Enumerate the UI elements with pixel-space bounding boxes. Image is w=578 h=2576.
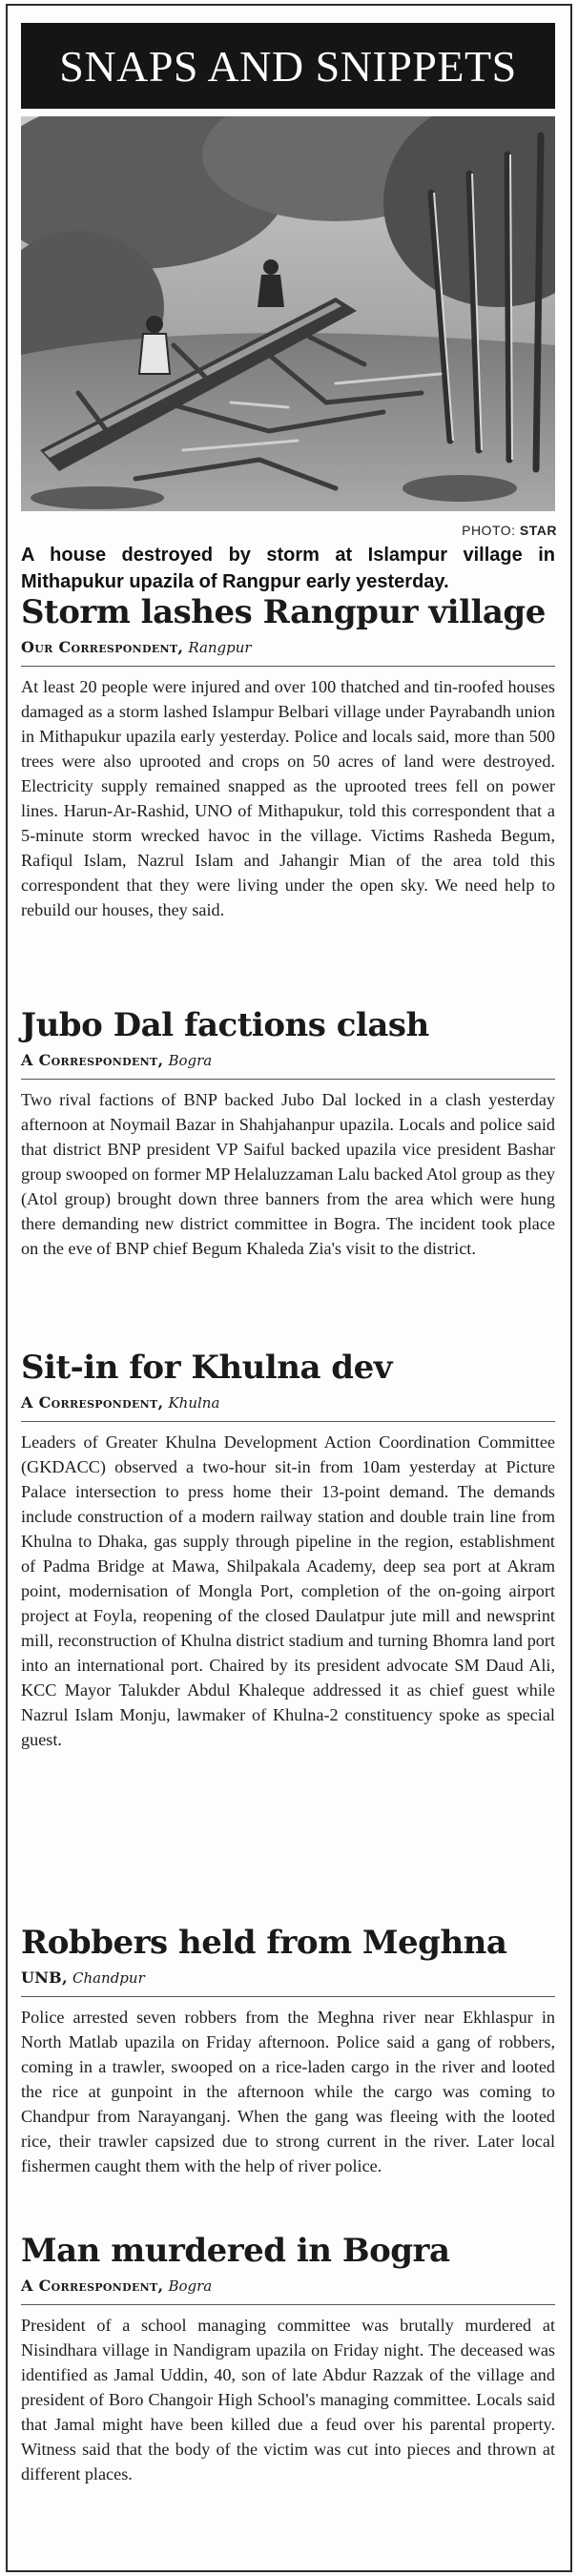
story-headline: Robbers held from Meghna (21, 1924, 507, 1962)
byline-source: A Correspondent, (21, 1051, 164, 1069)
story-body: Police arrested seven robbers from the Meghna river near Ekhlaspur in North Matlab upazila on Friday afternoon. Police said a gang of robbers, coming in a trawler, swooped on a rice-laden cargo in the river and looted the rice at gunpoint in the afternoon while the cargo was coming to Chandpur from Narayanganj. When the gang was fleeing with the looted rice, their trawler capsized due to strong current in the river. Later local fishermen caught them with the help of river police. (21, 2008, 555, 2175)
story-meghna-robbers (21, 1922, 555, 2178)
byline-location: Chandpur (72, 1969, 145, 1987)
byline-source: A Correspondent, (21, 2277, 164, 2295)
story-body: Leaders of Greater Khulna Development Action Coordination Committee (GKDACC) observed a two-hour sit-in from 10am yesterday at Picture Palace intersection to press home their 13-point demand. The demands include construction of a modern railway station and double train line from Khulna to Dhaka, gas supply through pipeline in the region, establishment of Padma Bridge at Mawa, Shilpakala Academy, deep sea port at Akram point, modernisation of Mongla Port, completion of the on-going airport project at Foyla, reopening of the closed Daulatpur jute mill and newsprint mill, reconstruction of Khulna district stadium and turning Bhomra land port into an international port. Chaired by its president advocate SM Daud Ali, KCC Mayor Talukder Abdul Khaleque addressed it as chief guest while Nazrul Islam Monju, lawmaker of Khulna-2 constituency spoke as special guest. (21, 1432, 555, 1749)
photo-credit-source: STAR (519, 523, 557, 538)
story-headline: Jubo Dal factions clash (21, 1006, 429, 1044)
story-byline (21, 1050, 555, 1071)
storm-damage-illustration (21, 116, 555, 511)
section-title: SNAPS AND SNIPPETS (59, 41, 517, 91)
photo-caption: A house destroyed by storm at Islampur village in Mithapukur upazila of Rangpur early yesterday. (21, 545, 555, 592)
story-headline: Storm lashes Rangpur village (21, 593, 546, 631)
byline-location: Rangpur (188, 639, 252, 656)
story-headline: Man murdered in Bogra (21, 2232, 450, 2270)
divider (21, 1421, 555, 1422)
byline-source: UNB, (21, 1968, 68, 1987)
storm-damage-photo (21, 116, 555, 511)
story-jubo-dal-clash (21, 1004, 555, 1261)
story-byline (21, 2276, 555, 2297)
photo-credit (462, 523, 557, 538)
story-storm-rangpur (21, 591, 555, 922)
divider (21, 2304, 555, 2305)
byline-location: Khulna (168, 1394, 220, 1412)
story-body: President of a school managing committee was brutally murdered at Nisindhara village in Nandigram upazila on Friday night. The deceased was identified as Jamal Uddin, 40, son of late Abdur Razzak of the village and president of Boro Changoir High School's managing committee. Locals said that Jamal might have been killed due a feud over his parental property. Witness said that the body of the victim was cut into pieces and thrown at different places. (21, 2316, 555, 2483)
divider (21, 1079, 555, 1080)
divider (21, 666, 555, 667)
story-body: At least 20 people were injured and over 100 thatched and tin-roofed houses damaged as a storm lashed Islampur Belbari village under Payrabandh union in Mithapukur upazila early yesterday. Police and locals said, more than 500 trees were also uprooted and crops on 50 acres of land were destroyed. Electricity supply remained snapped as the uprooted trees fell on power lines. Harun-Ar-Rashid, UNO of Mithapukur, told this correspondent that a 5-minute storm wrecked havoc in the village. Victims Rasheda Begum, Rafiqul Islam, Nazrul Islam and Jahangir Mian of the area told this correspondent that they were living under the open sky. We need help to rebuild our houses, they said. (21, 677, 555, 919)
byline-location: Bogra (168, 2277, 213, 2295)
story-byline (21, 637, 555, 658)
divider (21, 1996, 555, 1997)
byline-source: Our Correspondent, (21, 638, 184, 656)
story-byline (21, 1968, 555, 1989)
photo-credit-label: PHOTO: (462, 523, 516, 538)
story-headline: Sit-in for Khulna dev (21, 1349, 392, 1387)
story-body: Two rival factions of BNP backed Jubo Dal locked in a clash yesterday afternoon at Noymail Bazar in Shahjahanpur upazila. Locals and police said that district BNP president VP Saiful backed upazila vice president Bashar group swooped on former MP Helaluzzaman Lalu backed Atol group as they (Atol group) brought down three banners from the area which were hung there demanding new district committee in Bogra. The incident took place on the eve of BNP chief Begum Khaleda Zia's visit to the district. (21, 1090, 555, 1258)
byline-location: Bogra (168, 1052, 213, 1069)
story-khulna-sit-in (21, 1347, 555, 1752)
section-banner (21, 23, 555, 109)
story-byline (21, 1392, 555, 1413)
byline-source: A Correspondent, (21, 1393, 164, 1412)
story-bogra-murder (21, 2230, 555, 2486)
